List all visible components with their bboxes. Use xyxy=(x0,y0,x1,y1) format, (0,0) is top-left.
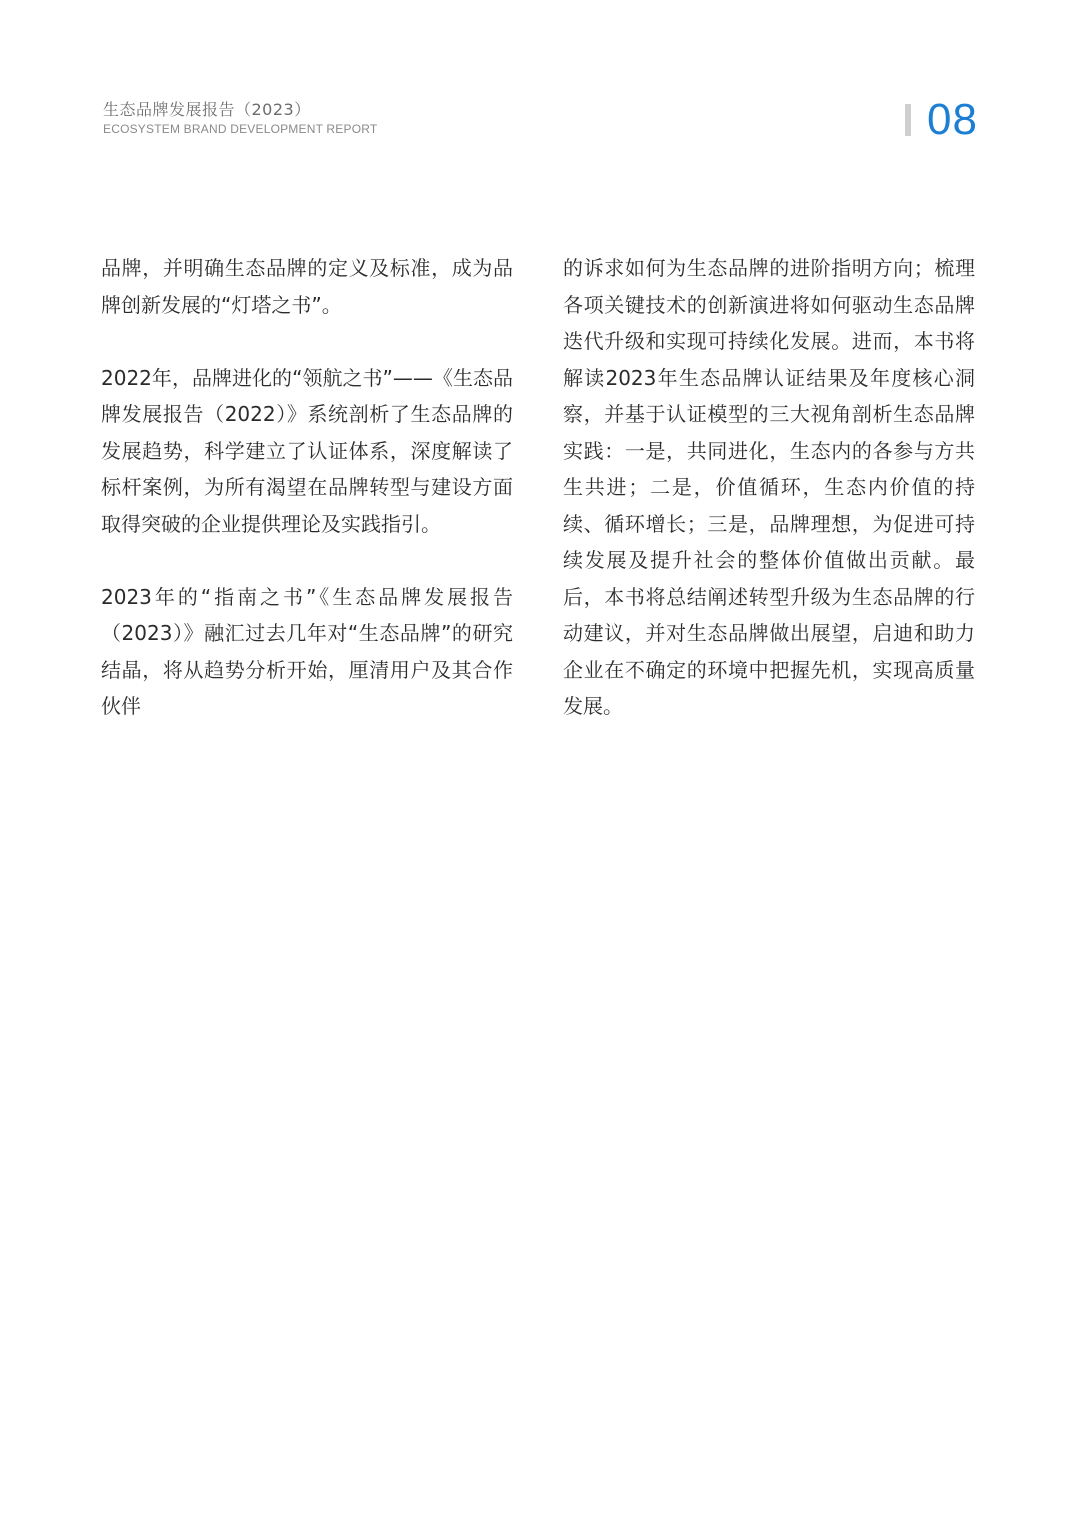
right-text-column xyxy=(563,250,975,725)
paragraph: 2022年，品牌进化的“领航之书”——《生态品牌发展报告（2022）》系统剖析了生态品牌的发展趋势，科学建立了认证体系，深度解读了标杆案例，为所有渴望在品牌转型与建设方面取得突破的企业提供理论及实践指引。 xyxy=(101,365,513,536)
page-marker xyxy=(905,95,978,144)
paragraph: 2023年的“指南之书”《生态品牌发展报告（2023）》融汇过去几年对“生态品牌”的研究结晶，将从趋势分析开始，厘清用户及其合作伙伴 xyxy=(101,584,513,718)
report-title: 生态品牌发展报告（2023） xyxy=(103,100,311,119)
page-header xyxy=(103,95,983,148)
paragraph: 的诉求如何为生态品牌的进阶指明方向；梳理各项关键技术的创新演进将如何驱动生态品牌迭代升级和实现可持续化发展。进而，本书将解读2023年生态品牌认证结果及年度核心洞察，并基于认证模型的三大视角剖析生态品牌实践：一是，共同进化，生态内的各参与方共生共进；二是，价值循环，生态内价值的持续、循环增长；三是，品牌理想，为促进可持续发展及提升社会的整体价值做出贡献。最后，本书将总结阐述转型升级为生态品牌的行动建议，并对生态品牌做出展望，启迪和助力企业在不确定的环境中把握先机，实现高质量发展。 xyxy=(563,256,975,718)
left-text-column xyxy=(101,250,513,725)
paragraph: 品牌，并明确生态品牌的定义及标准，成为品牌创新发展的“灯塔之书”。 xyxy=(101,256,513,317)
page-number: 08 xyxy=(927,95,978,144)
report-subtitle-english: ECOSYSTEM BRAND DEVELOPMENT REPORT xyxy=(103,122,378,136)
page-marker-bar xyxy=(905,104,911,136)
